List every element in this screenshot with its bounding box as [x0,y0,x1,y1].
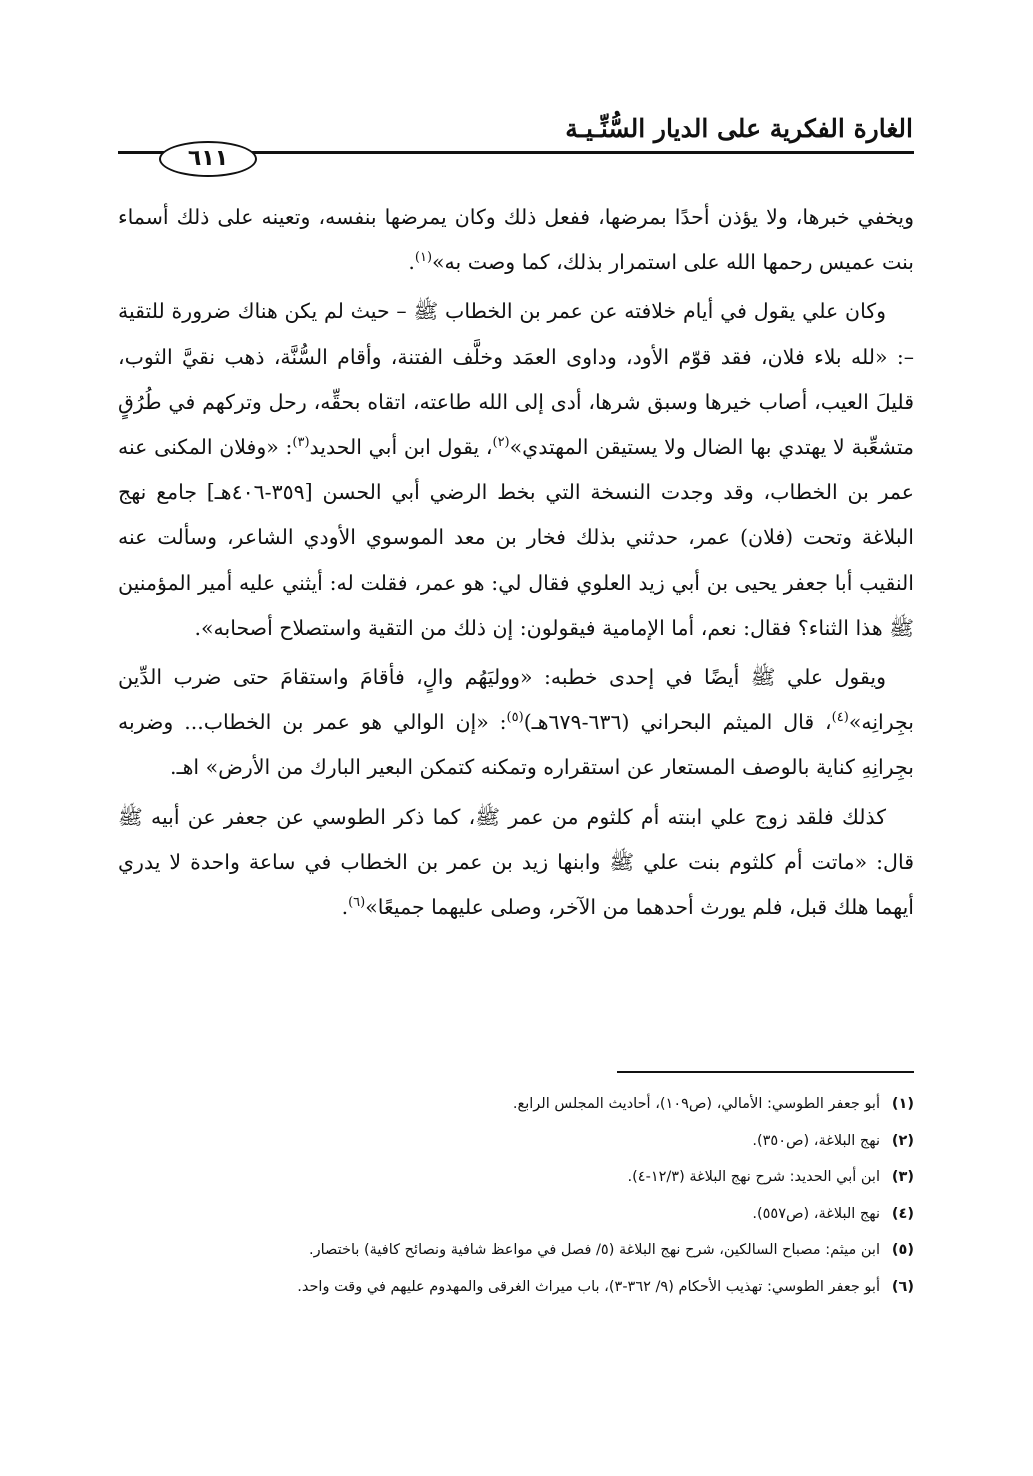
footnote [118,1086,914,1123]
footnote [118,1269,914,1306]
paragraph: كذلك فلقد زوج علي ابنته أم كلثوم من عمر ﷺ، كما ذكر الطوسي عن جعفر عن أبيه ﷺ قال: «ماتت أم كلثوم بنت علي ﷺ وابنها زيد بن عمر بن الخطاب في ساعة واحدة لا يدري أيهما هلك قبل، فلم يورث أحدهما من الآخر، وصلى عليهما جميعًا»$^{(٦)}$. [118,804,914,920]
footnote [118,1232,914,1269]
running-header-title: الغارة الفكرية على الديار السُّنِّـيـة [565,114,913,143]
page-number: ٦١١ [187,146,229,171]
footnote-text: أبو جعفر الطوسي: الأمالي، (ص١٠٩)، أحاديث المجلس الرابع. [512,1096,880,1112]
footnote-number: (١) [891,1096,914,1112]
footnote-ref: (٣) [292,435,310,451]
page-number-badge [159,141,257,177]
footnote [118,1196,914,1233]
footnote-number: (٣) [891,1169,914,1186]
footnote-ref: (٢) [492,435,510,451]
footnote-text: ابن ميثم: مصباح السالكين، شرح نهج البلاغة (٥/ فصل في مواعظ شافية ونصائح كافية) باختصار. [309,1242,880,1259]
footnote-number: (٦) [891,1278,914,1295]
footnote [118,1159,914,1196]
footnote-text: نهج البلاغة، (ص٣٥٠). [752,1132,880,1149]
footnote-text: ابن أبي الحديد: شرح نهج البلاغة (١٢/٣-٤). [627,1169,880,1186]
paragraph: وكان علي يقول في أيام خلافته عن عمر بن الخطاب ﷺ – حيث لم يكن هناك ضرورة للتقية –: «لله بلاء فلان، فقد قوّم الأود، وداوى العمَد وخلَّف الفتنة، وأقام السُّنَّة، ذهب نقيَّ الثوب، قليلَ العيب، أصاب خيرها وسبق شرها، أدى إلى الله طاعته، اتقاه بحقِّه، رحل وتركهم في طُرُقٍ متشعِّبة لا يهتدي بها الضال ولا يستيقن المهتدي»$^{(٢)}$، يقول ابن أبي الحديد$^{(٣)}$: «وفلان المكنى عنه عمر بن الخطاب، وقد وجدت النسخة التي بخط الرضي أبي الحسن [٣٥٩-٤٠٦هـ] جامع نهج البلاغة وتحت (فلان) عمر، حدثني بذلك فخار بن معد الموسوي الأودي الشاعر، وسألت عنه النقيب أبا جعفر يحيى بن أبي زيد العلوي فقال لي: هو عمر، فقلت له: أيثني عليه أمير المؤمنين ﷺ هذا الثناء؟ فقال: نعم، أما الإمامية فيقولون: إن ذلك من التقية واستصلاح أصحابه». [118,299,914,640]
footnote [118,1123,914,1160]
footnote-text: نهج البلاغة، (ص٥٥٧). [752,1205,880,1222]
main-text [118,195,914,934]
footnote-separator [617,1071,914,1073]
footnote-number: (٥) [891,1242,914,1259]
footnote-ref: (٦) [348,895,366,911]
footnote-number: (٢) [891,1132,914,1149]
paragraph: ويقول علي ﷺ أيضًا في إحدى خطبه: «ووليَهُم والٍ، فأقامَ واستقامَ حتى ضرب الدِّين بجِرانِه»$^{(٤)}$، قال الميثم البحراني (٦٣٦-٦٧٩هـ)$^{(٥)}$: «إن الوالي هو عمر بن الخطاب... وضربه بجِرانِهِ كناية بالوصف المستعار عن استقراره وتمكنه كتمكن البعير البارك من الأرض» اهـ. [118,665,914,780]
footnotes [118,1086,914,1306]
footnote-number: (٤) [891,1205,914,1222]
footnote-ref: (١) [414,250,433,266]
footnote-ref: (٤) [831,710,849,726]
paragraph: ويخفي خبرها، ولا يؤذن أحدًا بمرضها، ففعل ذلك وكان يمرضها بنفسه، وتعينه على ذلك أسماء بنت عميس رحمها الله على استمرار بذلك، كما وصت به»$^{(١)}$. [118,205,914,275]
footnote-ref: (٥) [506,710,524,726]
footnote-text: أبو جعفر الطوسي: تهذيب الأحكام (٩/ ٣٦٢-٣)، باب ميراث الغرقى والمهدوم عليهم في وقت واحد. [297,1278,880,1295]
